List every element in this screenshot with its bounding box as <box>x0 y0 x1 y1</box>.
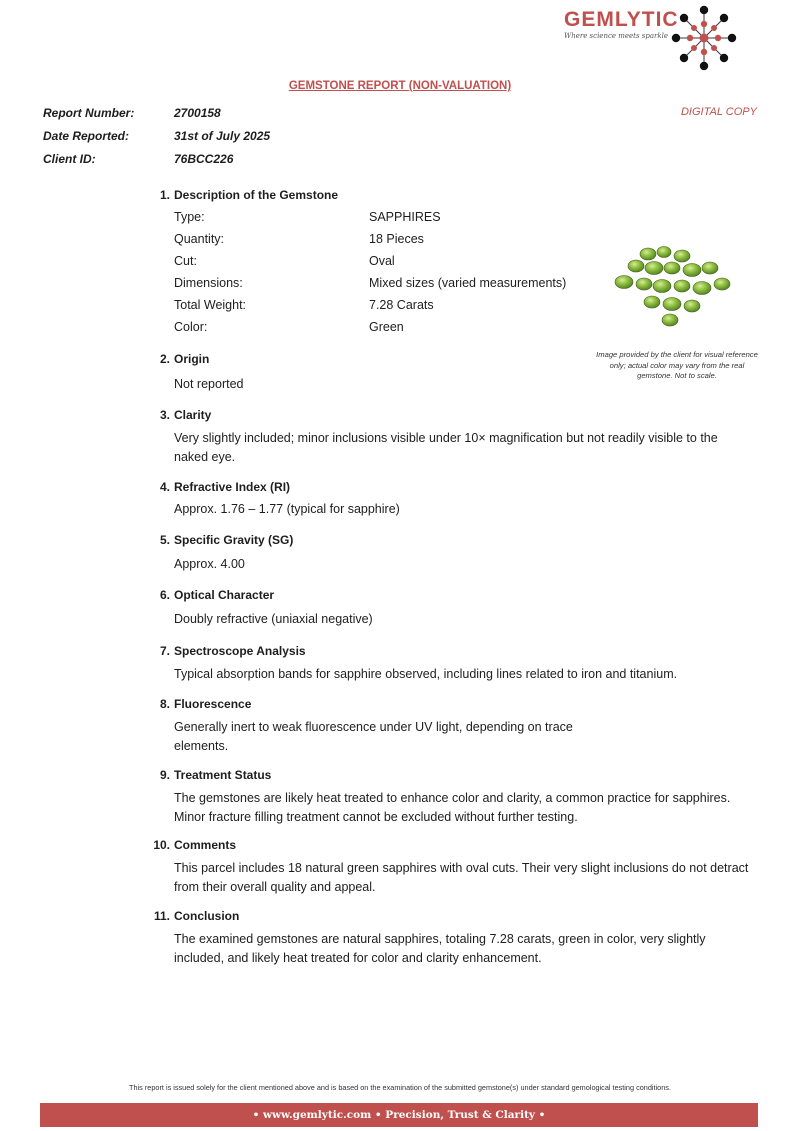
section-number: 4. <box>159 480 170 494</box>
section-body: Typical absorption bands for sapphire observed, including lines related to iron and titanium. <box>174 667 678 681</box>
section-number: 10. <box>153 838 170 852</box>
image-caption: Image provided by the client for visual reference only; actual color may vary from the real gemstone. Not to scale. <box>596 350 758 380</box>
description-value: Oval <box>369 254 395 268</box>
description-key: Type: <box>174 210 205 224</box>
brand-logo <box>560 4 760 74</box>
description-key: Color: <box>174 320 208 334</box>
meta-label: Report Number: <box>43 106 135 120</box>
section-number: 7. <box>159 644 170 658</box>
meta-label: Client ID: <box>43 152 96 166</box>
description-value: Green <box>369 320 404 334</box>
section-heading: Comments <box>174 838 237 852</box>
meta-label: Date Reported: <box>43 129 130 143</box>
section-heading: Fluorescence <box>174 697 252 711</box>
section-body: The gemstones are likely heat treated to enhance color and clarity, a common practice for sapphires. Minor fracture filling treatment cannot be excluded without further testing. <box>174 791 731 824</box>
section-number: 2. <box>159 352 170 366</box>
section-heading: Spectroscope Analysis <box>174 644 306 658</box>
description-value: 7.28 Carats <box>369 298 434 312</box>
section-heading: Origin <box>174 352 210 366</box>
section-heading: Specific Gravity (SG) <box>174 533 294 547</box>
section-number: 5. <box>159 533 170 547</box>
section-heading: Description of the Gemstone <box>174 188 339 202</box>
section-body: Generally inert to weak fluorescence under UV light, depending on trace elements. <box>174 720 573 753</box>
description-value: Mixed sizes (varied measurements) <box>369 276 567 290</box>
gemstone-photo <box>600 240 740 330</box>
description-key: Dimensions: <box>174 276 243 290</box>
footer-bar: • www.gemlytic.com • Precision, Trust & Clarity • <box>40 1103 758 1127</box>
section-number: 11. <box>153 909 170 923</box>
brand-tagline: Where science meets sparkle <box>564 32 669 40</box>
meta-value: 76BCC226 <box>174 152 234 166</box>
section-body: Not reported <box>174 377 244 391</box>
section-body: This parcel includes 18 natural green sapphires with oval cuts. Their very slight inclusions do not detract from their overall quality and appeal. <box>174 861 749 894</box>
description-key: Quantity: <box>174 232 225 246</box>
section-heading: Clarity <box>174 408 212 422</box>
footer-note: This report is issued solely for the client mentioned above and is based on the examination of the submitted gemstone(s) under standard gemological testing conditions. <box>129 1083 671 1092</box>
report-title: GEMSTONE REPORT (NON-VALUATION) <box>288 80 512 92</box>
section-body: Very slightly included; minor inclusions visible under 10× magnification but not readily visible to the naked eye. <box>174 431 718 464</box>
brand-name: GEMLYTIC <box>564 8 679 31</box>
section-number: 3. <box>159 408 170 422</box>
digital-copy-label: DIGITAL COPY <box>680 106 757 118</box>
section-heading: Treatment Status <box>174 768 272 782</box>
section-heading: Refractive Index (RI) <box>174 480 291 494</box>
molecule-logo-icon <box>668 4 740 72</box>
description-value: SAPPHIRES <box>369 210 441 224</box>
description-key: Total Weight: <box>174 298 247 312</box>
section-number: 6. <box>159 588 170 602</box>
section-number: 9. <box>159 768 170 782</box>
section-number: 1. <box>159 188 170 202</box>
section-body: The examined gemstones are natural sapphires, totaling 7.28 carats, green in color, very slightly included, and likely heat treated for color and clarity enhancement. <box>174 932 706 965</box>
meta-value: 31st of July 2025 <box>174 129 271 143</box>
section-body: Approx. 1.76 – 1.77 (typical for sapphire) <box>174 502 400 516</box>
section-heading: Optical Character <box>174 588 275 602</box>
section-body: Approx. 4.00 <box>174 557 245 571</box>
section-body: Doubly refractive (uniaxial negative) <box>174 612 373 626</box>
section-number: 8. <box>159 697 170 711</box>
description-key: Cut: <box>174 254 197 268</box>
section-heading: Conclusion <box>174 909 240 923</box>
description-value: 18 Pieces <box>369 232 424 246</box>
meta-value: 2700158 <box>174 106 221 120</box>
